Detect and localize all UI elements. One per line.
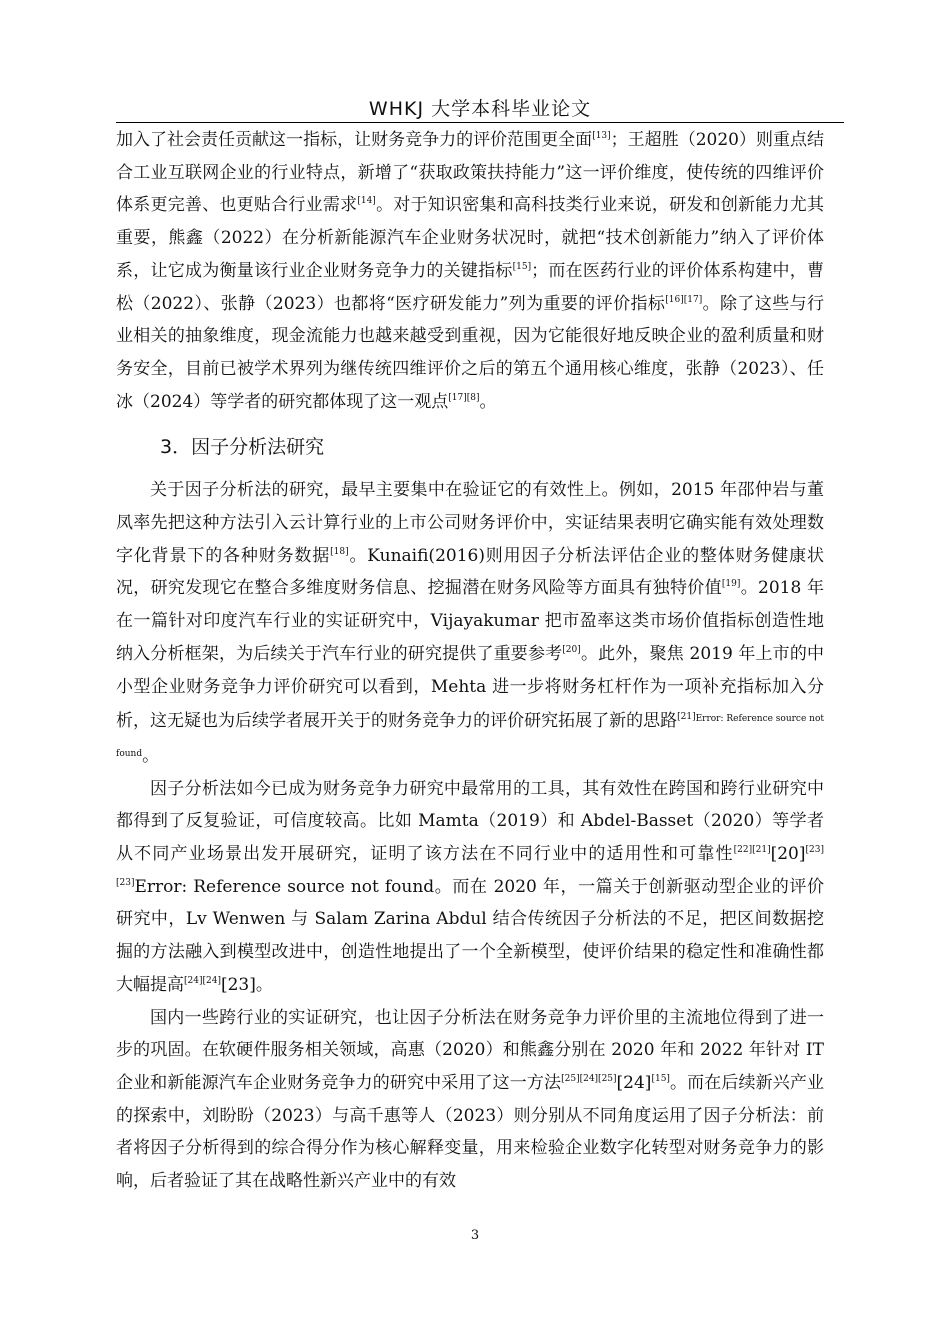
citation: [17][8]: [448, 392, 480, 403]
paragraph-3: 因子分析法如今已成为财务竞争力研究中最常用的工具，其有效性在跨国和跨行业研究中都得到了反复验证，可信度较高。比如 Mamta（2019）和 Abdel-Basset（2020）等学者从不同产业场景出发开展研究，证明了该方法在不同行业中的适用性和可靠性[22][21][20][23][23]Error: Reference source not found。而在 2020 年，一篇关于创新驱动型企业的评价研究中，Lv Wenwen 与 Salam Zarina Abdul 结合传统因子分析法的不足，把区间数据挖掘的方法融入到模型改进中，创造性地提出了一个全新模型，使评价结果的稳定性和准确性都大幅提高[24][24][23]。: [116, 778, 824, 995]
citation: [22][21]: [733, 845, 771, 856]
running-header: WHKJ 大学本科毕业论文: [368, 98, 592, 120]
page-number: 3: [470, 1228, 480, 1243]
citation: [15]: [512, 261, 532, 272]
citation: [21]: [677, 712, 696, 723]
citation: [14]: [357, 196, 376, 207]
citation: [19]: [721, 579, 741, 590]
paragraph-4: 国内一些跨行业的实证研究，也让因子分析法在财务竞争力评价里的主流地位得到了进一步的巩固。在软硬件服务相关领域，高惠（2020）和熊鑫分别在 2020 年和 2022 年针对 IT 企业和新能源汽车企业财务竞争力的研究中采用了这一方法[25][24][25][24][15]。而在后续新兴产业的探索中，刘盼盼（2023）与高千惠等人（2023）则分别从不同角度运用了因子分析法：前者将因子分析得到的综合得分作为核心解释变量，用来检验企业数字化转型对财务竞争力的影响，后者验证了其在战略性新兴产业中的有效: [116, 1007, 825, 1192]
citation: [23][23]: [116, 845, 824, 888]
paragraph-1: 加入了社会责任贡献这一指标，让财务竞争力的评价范围更全面[13]；王超胜（2020）则重点结合工业互联网企业的行业特点，新增了“获取政策扶持能力”这一评价维度，使传统的四维评价体系更完善、也更贴合行业需求[14]。对于知识密集和高科技类行业来说，研发和创新能力尤其重要，熊鑫（2022）在分析新能源汽车企业财务状况时，就把“技术创新能力”纳入了评价体系，让它成为衡量该行业企业财务竞争力的关键指标[15]；而在医药行业的评价体系构建中，曹松（2022）、张静（2023）也都将“医疗研发能力”列为重要的评价指标[16][17]。除了这些与行业相关的抽象维度，现金流能力也越来越受到重视，因为它能很好地反映企业的盈利质量和财务安全，目前已被学术界列为继传统四维评价之后的第五个通用核心维度，张静（2023）、任冰（2024）等学者的研究都体现了这一观点[17][8]。: [116, 130, 825, 412]
citation: [24][24]: [184, 975, 221, 986]
citation: [25][24][25]: [561, 1073, 617, 1084]
page-body: [116, 124, 824, 1198]
citation: [16][17]: [665, 294, 703, 305]
section-heading: 3．因子分析法研究: [160, 436, 325, 459]
citation: [20]: [562, 644, 581, 655]
citation: [18]: [330, 546, 349, 557]
paragraph-2: 关于因子分析法的研究，最早主要集中在验证它的有效性上。例如，2015 年邵仲岩与董凤率先把这种方法引入云计算行业的上市公司财务评价中，实证结果表明它确实能有效处理数字化背景下的各种财务数据[18]。Kunaifi(2016)则用因子分析法评估企业的整体财务健康状况，研究发现它在整合多维度财务信息、挖掘潜在财务风险等方面具有独特价值[19]。2018 年在一篇针对印度汽车行业的实证研究中，Vijayakumar 把市盈率这类市场价值指标创造性地纳入分析框架，为后续关于汽车行业的研究提供了重要参考[20]。此外，聚焦 2019 年上市的中小型企业财务竞争力评价研究可以看到，Mehta 进一步将财务杠杆作为一项补充指标加入分析，这无疑也为后续学者展开关于的财务竞争力的评价研究拓展了新的思路$^{[21]Error: Reference source not found}$。: [116, 480, 825, 766]
citation: [13]: [592, 131, 611, 141]
reference-error: Error: Reference source not found: [116, 714, 824, 759]
header-rule: [116, 122, 844, 123]
citation: [15]: [651, 1073, 670, 1084]
